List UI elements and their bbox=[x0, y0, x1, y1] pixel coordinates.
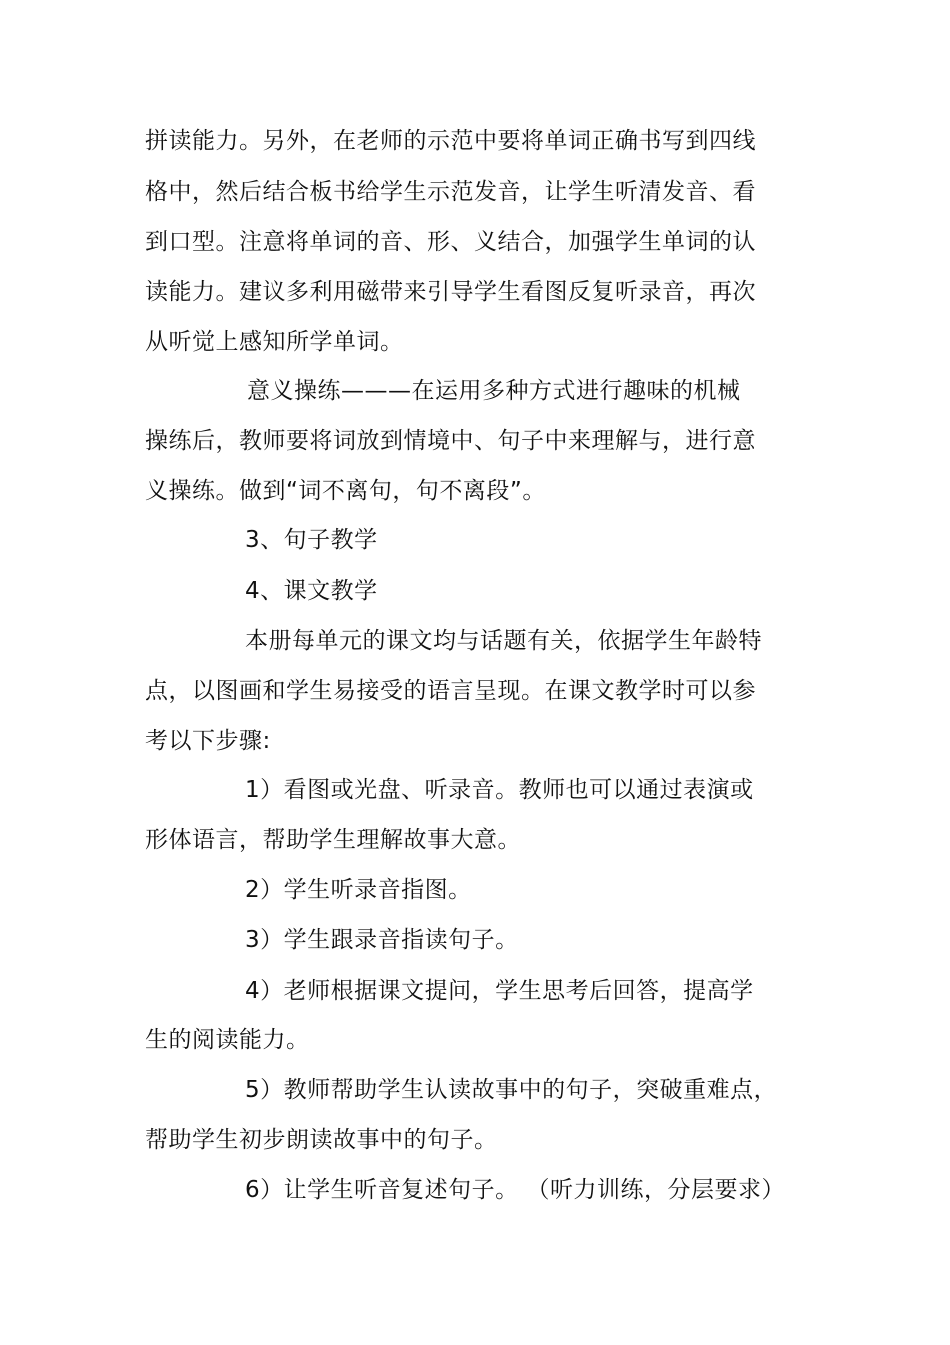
text-line: 从听觉上感知所学单词。 bbox=[145, 329, 404, 355]
text-line: 帮助学生初步朗读故事中的句子。 bbox=[145, 1127, 498, 1153]
list-item: 4）老师根据课文提问，学生思考后回答，提高学 bbox=[245, 978, 754, 1004]
text-line: 形体语言，帮助学生理解故事大意。 bbox=[145, 827, 521, 853]
text-line: 操练后，教师要将词放到情境中、句子中来理解与，进行意 bbox=[145, 428, 756, 454]
list-item: 3）学生跟录音指读句子。 bbox=[245, 927, 519, 953]
text-line: 生的阅读能力。 bbox=[145, 1027, 310, 1053]
text-line: 格中，然后结合板书给学生示范发音，让学生听清发音、看 bbox=[145, 179, 756, 205]
section-heading: 3、句子教学 bbox=[245, 527, 378, 553]
text-line: 考以下步骤: bbox=[145, 728, 271, 754]
list-item: 5）教师帮助学生认读故事中的句子，突破重难点， bbox=[245, 1077, 778, 1103]
text-line: 意义操练———在运用多种方式进行趣味的机械 bbox=[247, 378, 741, 404]
text-line: 读能力。建议多利用磁带来引导学生看图反复听录音，再次 bbox=[145, 279, 756, 305]
section-heading: 4、课文教学 bbox=[245, 578, 378, 604]
text-line: 义操练。做到“词不离句，句不离段”。 bbox=[145, 478, 546, 504]
list-item: 1）看图或光盘、听录音。教师也可以通过表演或 bbox=[245, 777, 754, 803]
text-line: 拼读能力。另外，在老师的示范中要将单词正确书写到四线 bbox=[145, 128, 756, 154]
text-line: 点，以图画和学生易接受的语言呈现。在课文教学时可以参 bbox=[145, 678, 756, 704]
list-item: 6）让学生听音复述句子。 （听力训练，分层要求） bbox=[245, 1177, 785, 1203]
list-item: 2）学生听录音指图。 bbox=[245, 877, 472, 903]
text-line: 到口型。注意将单词的音、形、义结合，加强学生单词的认 bbox=[145, 229, 756, 255]
text-line: 本册每单元的课文均与话题有关，依据学生年龄特 bbox=[245, 628, 762, 654]
